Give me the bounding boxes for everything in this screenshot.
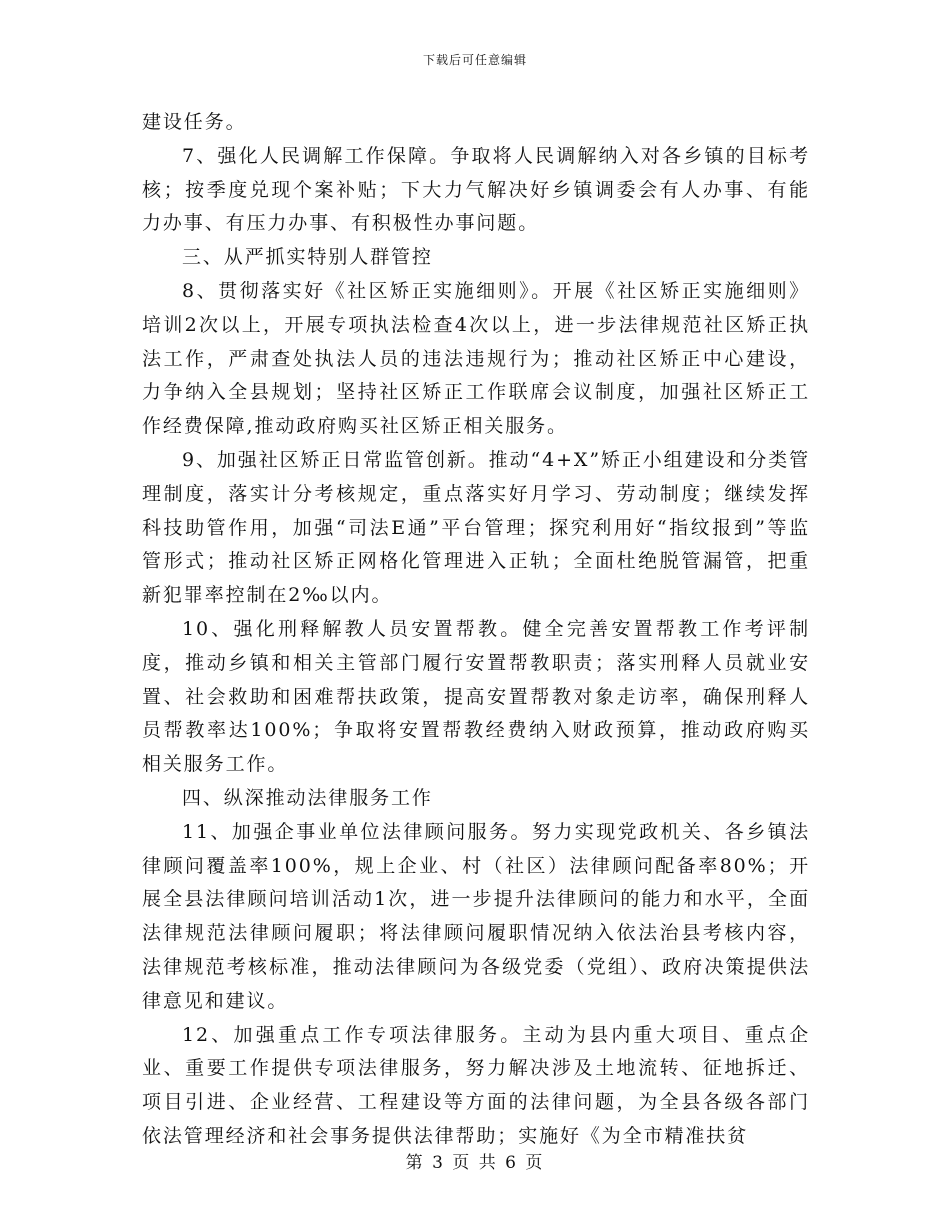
- paragraph: 7、强化人民调解工作保障。争取将人民调解纳入对各乡镇的目标考核；按季度兑现个案补贴；下大力气解决好乡镇调委会有人办事、有能力办事、有压力办事、有积极性办事问题。: [142, 144, 810, 235]
- paragraph: 11、加强企事业单位法律顾问服务。努力实现党政机关、各乡镇法律顾问覆盖率100%，规上企业、村（社区）法律顾问配备率80%；开展全县法律顾问培训活动1次，进一步提升法律顾问的能力和水平，全面法律规范法律顾问履职；将法律顾问履职情况纳入依法治县考核内容，法律规范考核标准，推动法律顾问为各级党委（党组）、政府决策提供法律意见和建议。: [142, 820, 810, 1012]
- paragraph: 9、加强社区矫正日常监管创新。推动“4+X”矫正小组建设和分类管理制度，落实计分考核规定，重点落实好月学习、劳动制度；继续发挥科技助管作用，加强“司法E通”平台管理；探究利用好“指纹报到”等监管形式；推动社区矫正网格化管理进入正轨；全面杜绝脱管漏管，把重新犯罪率控制在2‰以内。: [142, 448, 810, 607]
- page-header: 下载后可任意编辑: [422, 53, 527, 67]
- page-footer: 第 3 页 共 6 页: [405, 1153, 545, 1173]
- paragraph: 建设任务。: [142, 111, 247, 133]
- paragraph: 四、纵深推动法律服务工作: [182, 786, 433, 809]
- paragraph: 三、从严抓实特别人群管控: [182, 246, 433, 269]
- paragraph: 10、强化刑释解教人员安置帮教。健全完善安置帮教工作考评制度，推动乡镇和相关主管部门履行安置帮教职责；落实刑释人员就业安置、社会救助和困难帮扶政策，提高安置帮教对象走访率，确保刑释人员帮教率达100%；争取将安置帮教经费纳入财政预算，推动政府购买相关服务工作。: [142, 617, 810, 776]
- paragraph: 8、贯彻落实好《社区矫正实施细则》。开展《社区矫正实施细则》培训2次以上，开展专项执法检查4次以上，进一步法律规范社区矫正执法工作，严肃查处执法人员的违法违规行为；推动社区矫正中心建设，力争纳入全县规划；坚持社区矫正工作联席会议制度，加强社区矫正工作经费保障,推动政府购买社区矫正相关服务。: [142, 279, 810, 438]
- paragraph: 12、加强重点工作专项法律服务。主动为县内重大项目、重点企业、重要工作提供专项法律服务，努力解决涉及土地流转、征地拆迁、项目引进、企业经营、工程建设等方面的法律问题，为全县各级各部门依法管理经济和社会事务提供法律帮助；实施好《为全市精准扶贫: [142, 1023, 810, 1147]
- document-body: [142, 106, 810, 1154]
